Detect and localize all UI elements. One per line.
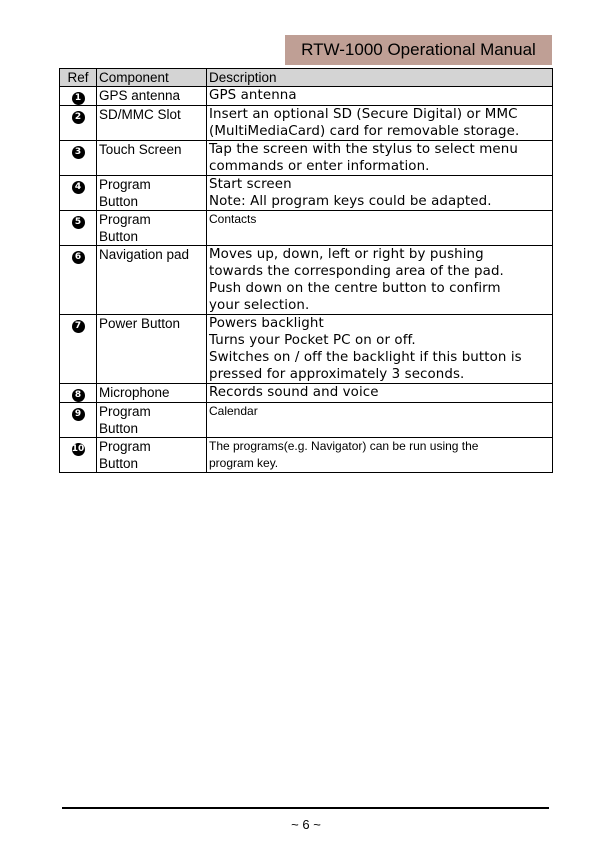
header-component: Component — [97, 69, 207, 87]
description-text: commands or enter information. — [209, 159, 430, 174]
component-text: Button — [99, 194, 139, 209]
table-row — [60, 315, 553, 384]
ref-number-badge: 7 — [72, 320, 85, 333]
ref-number-badge: 10 — [71, 444, 85, 454]
component-cell — [97, 246, 207, 315]
description-text: Turns your Pocket PC on or off. — [209, 333, 416, 348]
description-text: Note: All program keys could be adapted. — [209, 194, 492, 209]
component-text: Button — [99, 229, 139, 244]
ref-number-badge: 8 — [72, 389, 85, 402]
ref-cell — [60, 106, 97, 141]
description-cell — [207, 246, 553, 315]
component-cell — [97, 403, 207, 438]
table-row — [60, 211, 553, 246]
description-cell — [207, 87, 553, 106]
component-text: Button — [99, 456, 139, 471]
header-description: Description — [207, 69, 553, 87]
document-header — [285, 35, 552, 65]
ref-number-badge: 4 — [72, 181, 85, 194]
ref-cell — [60, 141, 97, 176]
table-row — [60, 246, 553, 315]
description-cell — [207, 176, 553, 211]
component-cell — [97, 315, 207, 384]
description-text: (MultiMediaCard) card for removable storage. — [209, 124, 520, 139]
description-text: Contacts — [209, 212, 257, 226]
description-text: Switches on / off the backlight if this button is — [209, 350, 522, 365]
component-cell — [97, 384, 207, 403]
description-cell — [207, 211, 553, 246]
ref-cell — [60, 246, 97, 315]
description-text: pressed for approximately 3 seconds. — [209, 367, 465, 382]
component-text: Button — [99, 421, 139, 436]
table-row — [60, 384, 553, 403]
component-table — [59, 68, 553, 473]
component-cell — [97, 176, 207, 211]
page-number: ~ 6 ~ — [291, 817, 321, 832]
description-text: Insert an optional SD (Secure Digital) or MMC — [209, 107, 518, 122]
table-row — [60, 141, 553, 176]
component-text: Touch Screen — [99, 142, 182, 157]
description-cell — [207, 315, 553, 384]
component-text: Program — [99, 212, 151, 227]
component-text: Navigation pad — [99, 247, 190, 262]
table-row — [60, 438, 553, 473]
footer-divider — [62, 807, 549, 809]
ref-number-badge: 9 — [72, 408, 85, 421]
description-text: your selection. — [209, 298, 310, 313]
ref-number-badge: 2 — [72, 111, 85, 124]
description-cell — [207, 384, 553, 403]
table-header-row — [60, 69, 553, 87]
description-text: program key. — [209, 456, 279, 470]
table-row — [60, 176, 553, 211]
header-ref: Ref — [60, 69, 97, 87]
component-cell — [97, 106, 207, 141]
ref-number-badge: 3 — [72, 146, 85, 159]
table-row — [60, 87, 553, 106]
ref-number-badge: 1 — [72, 92, 85, 105]
component-text: SD/MMC Slot — [99, 107, 181, 122]
ref-cell — [60, 176, 97, 211]
description-text: Records sound and voice — [209, 385, 379, 400]
component-cell — [97, 87, 207, 106]
description-text: Push down on the centre button to confirm — [209, 281, 501, 296]
ref-cell — [60, 87, 97, 106]
ref-cell — [60, 384, 97, 403]
component-cell — [97, 141, 207, 176]
ref-number-badge: 6 — [72, 251, 85, 264]
description-cell — [207, 141, 553, 176]
description-text: Calendar — [209, 404, 258, 418]
component-cell — [97, 438, 207, 473]
description-text: towards the corresponding area of the pad. — [209, 264, 504, 279]
table-row — [60, 106, 553, 141]
description-text: Powers backlight — [209, 316, 324, 331]
component-text: Program — [99, 177, 151, 192]
component-cell — [97, 211, 207, 246]
description-text: Moves up, down, left or right by pushing — [209, 247, 484, 262]
ref-cell — [60, 403, 97, 438]
component-text: Microphone — [99, 385, 170, 400]
ref-cell — [60, 211, 97, 246]
ref-cell — [60, 315, 97, 384]
component-text: Program — [99, 439, 151, 454]
description-cell — [207, 438, 553, 473]
ref-cell — [60, 438, 97, 473]
description-text: Tap the screen with the stylus to select menu — [209, 142, 518, 157]
ref-number-badge: 5 — [72, 216, 85, 229]
description-text: Start screen — [209, 177, 292, 192]
component-text: GPS antenna — [99, 88, 181, 103]
table-row — [60, 403, 553, 438]
component-text: Power Button — [99, 316, 181, 331]
component-text: Program — [99, 404, 151, 419]
description-text: GPS antenna — [209, 88, 297, 103]
manual-title: RTW-1000 Operational Manual — [301, 40, 536, 59]
description-cell — [207, 106, 553, 141]
description-cell — [207, 403, 553, 438]
description-text: The programs(e.g. Navigator) can be run using the — [209, 439, 479, 453]
table-body — [60, 87, 553, 473]
